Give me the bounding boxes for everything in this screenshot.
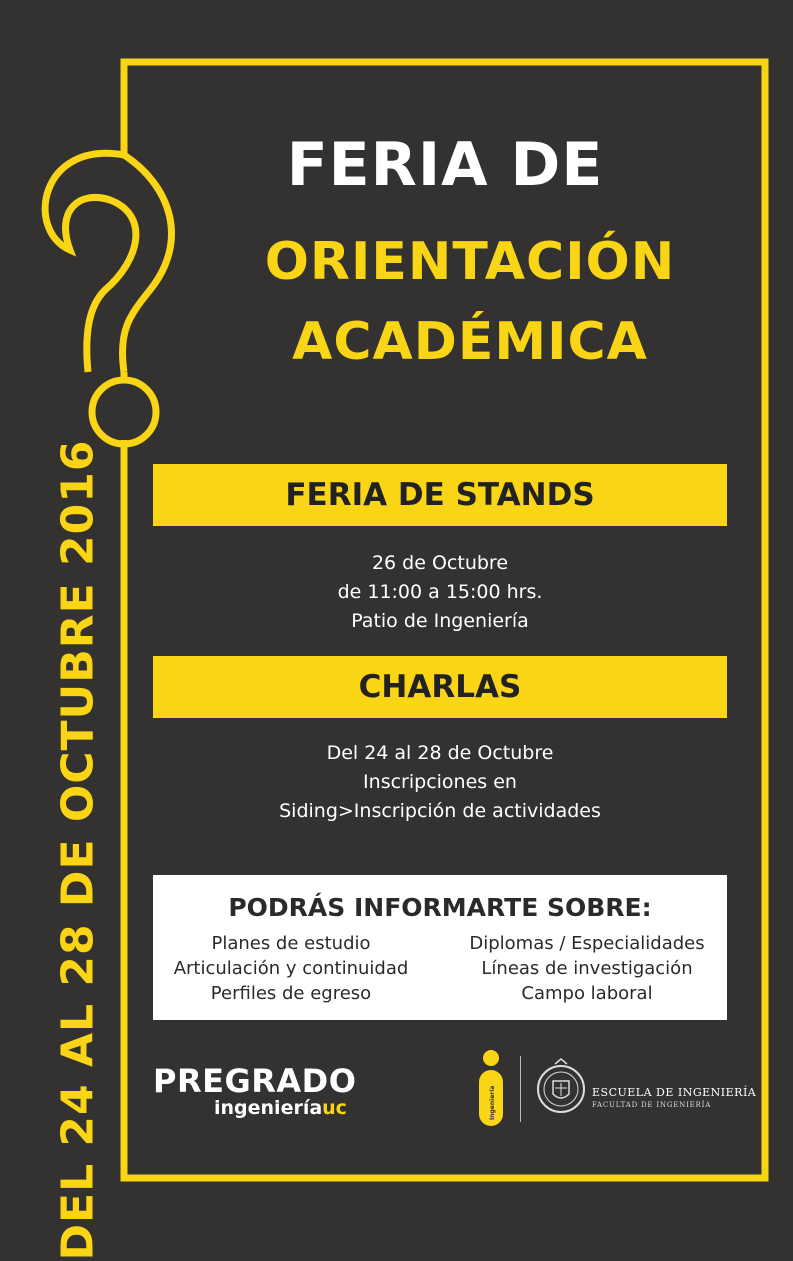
- facultad-label: FACULTAD DE INGENIERÍA: [592, 1101, 712, 1109]
- ing-text: ingeniería: [214, 1097, 323, 1119]
- uc-text: uc: [322, 1097, 347, 1119]
- ingenieria-uc-logo: [214, 1097, 347, 1119]
- pregrado-logo-text: PREGRADO: [153, 1062, 357, 1100]
- question-mark-dot: [92, 380, 156, 444]
- charlas-info: [153, 739, 727, 826]
- vertical-date: DEL 24 AL 28 DE OCTUBRE 2016: [52, 439, 104, 1261]
- title-line-2: ORIENTACIÓN: [264, 232, 676, 292]
- stands-place: Patio de Ingeniería: [351, 610, 529, 632]
- logo-divider: [520, 1056, 521, 1122]
- logo-i-text: Ingeniería: [489, 1085, 496, 1120]
- charlas-siding: Siding>Inscripción de actividades: [279, 800, 601, 822]
- topics-left-column: [161, 931, 421, 1006]
- topics-heading: PODRÁS INFORMARTE SOBRE:: [228, 893, 652, 922]
- stands-heading: FERIA DE STANDS: [153, 464, 727, 526]
- escuela-label: ESCUELA DE INGENIERÍA: [592, 1086, 757, 1099]
- topic-item: Campo laboral: [521, 983, 653, 1004]
- topic-item: Líneas de investigación: [481, 958, 693, 979]
- ingenieria-i-logo-icon: [478, 1050, 504, 1126]
- topics-right-column: [453, 931, 721, 1006]
- title-line-1: FERIA DE: [286, 130, 604, 200]
- title-line-3: ACADÉMICA: [292, 312, 648, 372]
- topic-item: Planes de estudio: [211, 933, 371, 954]
- university-seal-icon: [536, 1056, 586, 1122]
- charlas-inscripciones: Inscripciones en: [363, 771, 517, 793]
- stands-time: de 11:00 a 15:00 hrs.: [337, 581, 543, 603]
- stands-date: 26 de Octubre: [371, 552, 509, 574]
- topic-item: Articulación y continuidad: [173, 958, 409, 979]
- topic-item: Diplomas / Especialidades: [469, 933, 705, 954]
- stands-info: [153, 549, 727, 636]
- charlas-heading: CHARLAS: [153, 656, 727, 718]
- charlas-dates: Del 24 al 28 de Octubre: [326, 742, 554, 764]
- topics-box: [153, 875, 727, 1020]
- topic-item: Perfiles de egreso: [210, 983, 372, 1004]
